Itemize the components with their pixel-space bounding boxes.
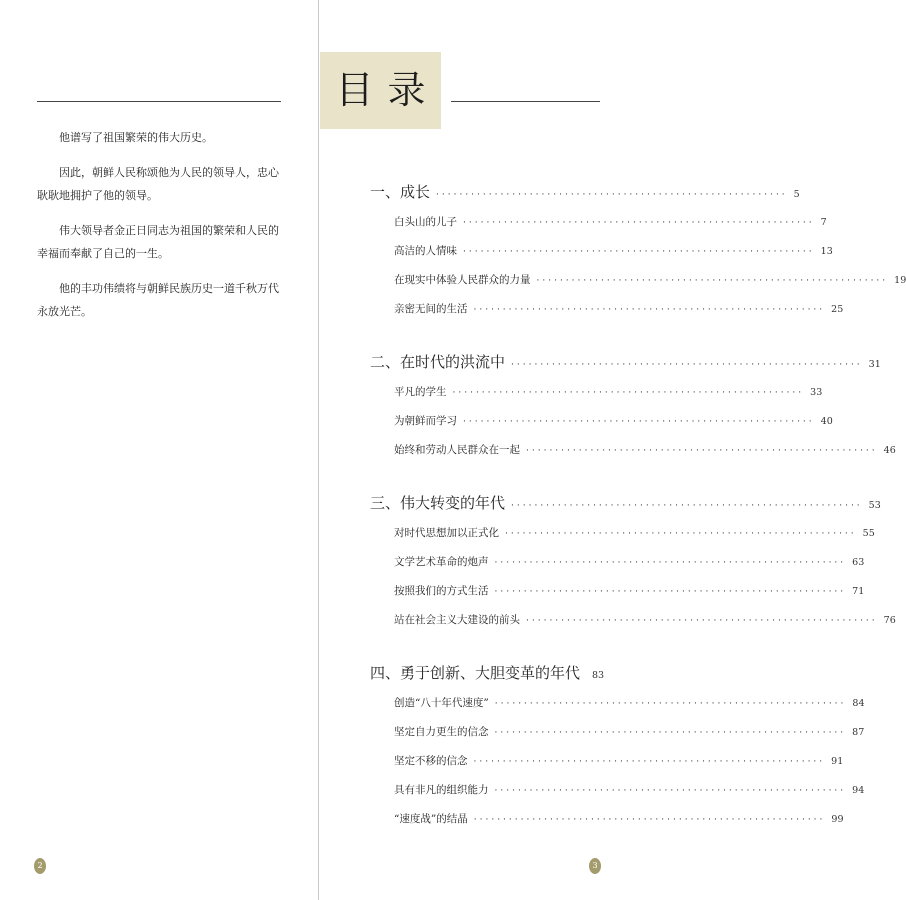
toc-subentry-title: 始终和劳动人民群众在一起 xyxy=(394,444,520,456)
toc-chapter-entry[interactable] xyxy=(370,176,800,208)
toc-subentry-title: 平凡的学生 xyxy=(394,386,447,398)
toc-subentry-page: 94 xyxy=(852,785,865,796)
toc-chapter-entry-title: 四、勇于创新、大胆变革的年代 xyxy=(370,664,581,682)
toc-subentry[interactable] xyxy=(370,436,896,465)
toc-section xyxy=(370,487,896,635)
leader-dots: ···························································· xyxy=(436,190,788,200)
toc-chapter-entry-page: 31 xyxy=(868,359,881,370)
toc-subentry[interactable] xyxy=(370,606,896,635)
toc-subentry[interactable] xyxy=(370,295,844,324)
body-paragraph: 因此，朝鲜人民称颂他为人民的领导人，忠心耿耿地拥护了他的领导。 xyxy=(37,166,279,202)
left-header-rule xyxy=(37,101,281,102)
leader-dots: ···························································· xyxy=(463,218,815,228)
toc-title-box xyxy=(320,52,441,129)
body-paragraph: 伟大领导者金正日同志为祖国的繁荣和人民的幸福而奉献了自己的一生。 xyxy=(37,224,279,260)
toc-subentry[interactable] xyxy=(370,718,865,747)
toc-subentry-page: 55 xyxy=(862,528,875,539)
toc-chapter-entry[interactable] xyxy=(370,487,881,519)
leader-dots: ···························································· xyxy=(526,616,878,626)
toc-subentry[interactable] xyxy=(370,208,827,237)
toc-subentry-page: 40 xyxy=(820,416,833,427)
toc-chapter-entry-page: 5 xyxy=(793,189,800,200)
left-page-number: 2 xyxy=(34,858,46,874)
toc-chapter-entry-title: 一、成长 xyxy=(370,183,431,201)
leader-dots: ···························································· xyxy=(505,529,857,539)
toc-subentry[interactable] xyxy=(370,689,865,718)
toc-subentry-title: 具有非凡的组织能力 xyxy=(394,784,489,796)
toc-subentry[interactable] xyxy=(370,237,833,266)
toc-subentry-page: 99 xyxy=(831,814,844,825)
toc-subentry-title: 高洁的人情味 xyxy=(394,245,457,257)
body-paragraph: 他的丰功伟绩将与朝鲜民族历史一道千秋万代永放光芒。 xyxy=(37,282,279,318)
toc-subentry[interactable] xyxy=(370,407,833,436)
toc-chapter-entry-title: 二、在时代的洪流中 xyxy=(370,353,506,371)
toc-subentry-page: 84 xyxy=(852,698,865,709)
toc-chapter-entry[interactable] xyxy=(370,346,881,378)
toc-subentry-title: “速度战”的结晶 xyxy=(394,813,468,825)
toc-subentry-title: 坚定自力更生的信念 xyxy=(394,726,489,738)
leader-dots: ···························································· xyxy=(473,757,826,767)
toc-subentry[interactable] xyxy=(370,519,875,548)
toc-subentry-title: 亲密无间的生活 xyxy=(394,303,468,315)
toc-chapter-entry-title: 三、伟大转变的年代 xyxy=(370,494,506,512)
toc-subentry[interactable] xyxy=(370,747,844,776)
toc-subentry-page: 33 xyxy=(810,387,823,398)
toc-chapter-entry-page: 83 xyxy=(592,670,605,681)
leader-dots: ···························································· xyxy=(494,699,847,709)
leader-dots: ···························································· xyxy=(473,815,826,825)
toc-subentry-page: 46 xyxy=(883,445,896,456)
leader-dots: ···························································· xyxy=(494,728,847,738)
toc-subentry-title: 站在社会主义大建设的前头 xyxy=(394,614,520,626)
toc-subentry-page: 63 xyxy=(852,557,865,568)
leader-dots: ···························································· xyxy=(494,786,847,796)
toc-subentry-title: 在现实中体验人民群众的力量 xyxy=(394,274,531,286)
leader-dots: ···························································· xyxy=(463,247,815,257)
toc-subentry-page: 91 xyxy=(831,756,844,767)
leader-dots: ···························································· xyxy=(511,360,863,370)
toc-chapter-entry-page: 53 xyxy=(868,500,881,511)
toc-subentry[interactable] xyxy=(370,776,865,805)
leader-dots: ···························································· xyxy=(536,276,889,286)
toc-section xyxy=(370,657,865,834)
leader-dots: ···························································· xyxy=(494,558,847,568)
toc-subentry[interactable] xyxy=(370,266,906,295)
toc-subentry-page: 71 xyxy=(852,586,865,597)
toc-subentry-page: 76 xyxy=(883,615,896,626)
toc-subentry-title: 按照我们的方式生活 xyxy=(394,585,489,597)
body-paragraph: 他谱写了祖国繁荣的伟大历史。 xyxy=(59,131,213,144)
book-spine xyxy=(318,0,319,900)
toc-subentry-page: 87 xyxy=(852,727,865,738)
toc-subentry-title: 白头山的儿子 xyxy=(394,216,457,228)
toc-subentry-title: 对时代思想加以正式化 xyxy=(394,527,499,539)
right-header-rule xyxy=(451,101,600,102)
leader-dots: ···························································· xyxy=(473,305,826,315)
leader-dots: ···························································· xyxy=(526,446,878,456)
toc-subentry[interactable] xyxy=(370,378,823,407)
toc-subentry-page: 13 xyxy=(820,246,833,257)
leader-dots: ···························································· xyxy=(511,501,863,511)
leader-dots: ···························································· xyxy=(452,388,805,398)
toc-subentry-page: 7 xyxy=(820,217,827,228)
table-of-contents xyxy=(370,176,906,856)
leader-dots: ···························································· xyxy=(494,587,847,597)
toc-subentry[interactable] xyxy=(370,548,865,577)
toc-subentry-title: 创造“八十年代速度” xyxy=(394,697,489,709)
left-page-body xyxy=(37,126,285,335)
toc-subentry[interactable] xyxy=(370,805,844,834)
toc-section xyxy=(370,346,896,465)
toc-title: 目录 xyxy=(335,68,440,112)
toc-section xyxy=(370,176,906,324)
toc-subentry-title: 为朝鲜而学习 xyxy=(394,415,457,427)
toc-subentry[interactable] xyxy=(370,577,865,606)
toc-chapter-entry[interactable] xyxy=(370,657,605,689)
toc-subentry-page: 25 xyxy=(831,304,844,315)
toc-subentry-page: 19 xyxy=(894,275,906,286)
toc-subentry-title: 坚定不移的信念 xyxy=(394,755,468,767)
right-page-number: 3 xyxy=(589,858,601,874)
leader-dots: ···························································· xyxy=(463,417,815,427)
toc-subentry-title: 文学艺术革命的炮声 xyxy=(394,556,489,568)
